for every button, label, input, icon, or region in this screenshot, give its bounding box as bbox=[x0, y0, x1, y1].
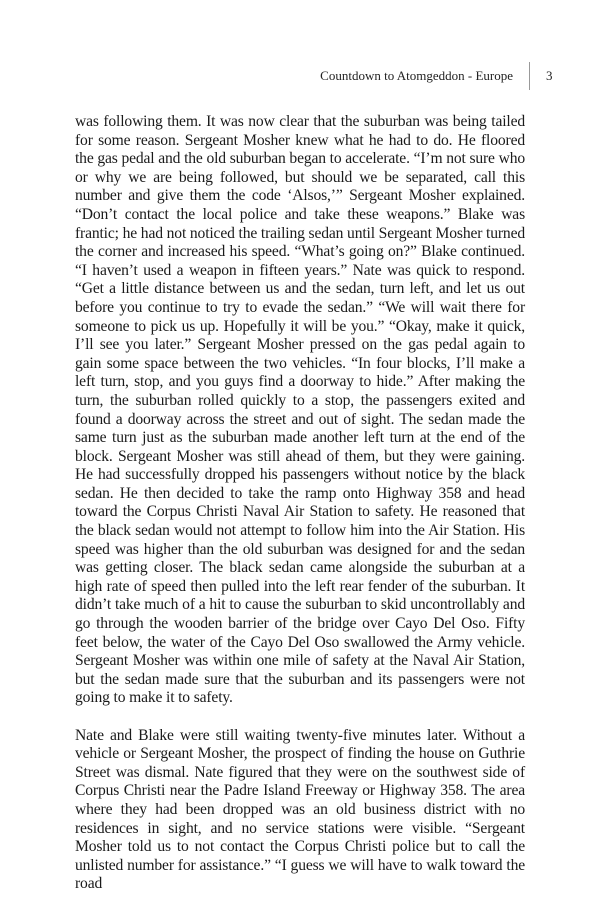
running-header bbox=[320, 62, 560, 90]
paragraph: was following them. It was now clear that the suburban was being tailed for some reason. Sergeant Mosher knew what he had to do. He floored the gas pedal and the old suburban began to accelerate. “I’m not sure who or why we are being followed, but should we be separated, call this number and give them the code ‘Alsos,’” Sergeant Mosher explained. “Don’t contact the local police and take these weapons.” Blake was frantic; he had not noticed the trailing sedan until Sergeant Mosher turned the corner and increased his speed. “What’s going on?” Blake continued. “I haven’t used a weapon in fifteen years.” Nate was quick to respond. “Get a little distance between us and the sedan, turn left, and let us out before you continue to try to evade the sedan.” “We will wait there for someone to pick us up. Hopefully it will be you.” “Okay, make it quick, I’ll see you later.” Sergeant Mosher pressed on the gas pedal again to gain some space between the two vehicles. “In four blocks, I’ll make a left turn, stop, and you guys find a doorway to hide.” After making the turn, the suburban rolled quickly to a stop, the passengers exited and found a doorway across the street and out of sight. The sedan made the same turn just as the suburban made another left turn at the end of the block. Sergeant Mosher was still ahead of them, but they were gaining. He had successfully dropped his passengers without notice by the black sedan. He then decided to take the ramp onto Highway 358 and head toward the Corpus Christi Naval Air Station to safety. He reasoned that the black sedan would not attempt to follow him into the Air Station. His speed was higher than the old suburban was designed for and the sedan was getting closer. The black sedan came alongside the suburban at a high rate of speed then pulled into the left rear fender of the suburban. It didn’t take much of a hit to cause the suburban to skid uncontrollably and go through the wooden barrier of the bridge over Cayo Del Oso. Fifty feet below, the water of the Cayo Del Oso swallowed the Army vehicle. Sergeant Mosher was within one mile of safety at the Naval Air Station, but the sedan made sure that the suburban and its passengers were not going to make it to safety. bbox=[75, 113, 525, 707]
book-title: Countdown to Atomgeddon - Europe bbox=[320, 68, 513, 83]
page-number: 3 bbox=[546, 68, 553, 83]
body-text bbox=[75, 113, 525, 894]
paragraph: Nate and Blake were still waiting twenty-five minutes later. Without a vehicle or Sergeant Mosher, the prospect of finding the house on Guthrie Street was dismal. Nate figured that they were on the southwest side of Corpus Christi near the Padre Island Freeway or Highway 358. The area where they had been dropped was an old business district with no residences in sight, and no service stations were visible. “Sergeant Mosher told us to not contact the Corpus Christi police but to call the unlisted number for assistance.” “I guess we will have to walk toward the road bbox=[75, 726, 525, 893]
